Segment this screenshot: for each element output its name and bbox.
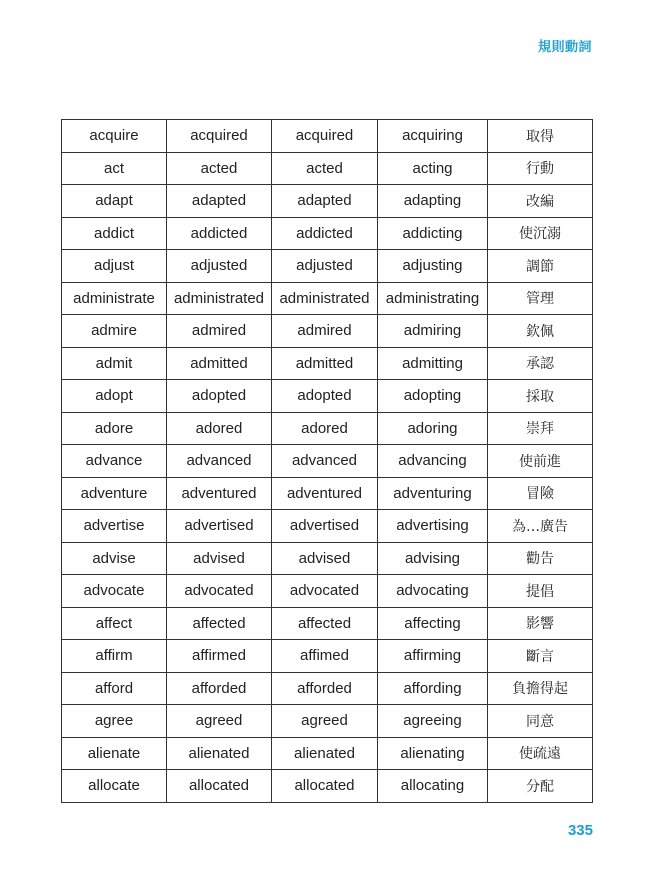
cell-past-participle: adored [272,412,378,445]
cell-present-participle: addicting [378,217,488,250]
cell-chinese-meaning: 斷言 [488,640,593,673]
verb-conjugation-table [61,119,593,803]
cell-base-form: affirm [62,640,167,673]
cell-past-tense: acquired [167,120,272,153]
cell-chinese-meaning: 改編 [488,185,593,218]
cell-chinese-meaning: 使沉溺 [488,217,593,250]
cell-present-participle: admiring [378,315,488,348]
cell-past-tense: affirmed [167,640,272,673]
cell-chinese-meaning: 同意 [488,705,593,738]
cell-past-participle: advertised [272,510,378,543]
cell-past-participle: acted [272,152,378,185]
cell-present-participle: adopting [378,380,488,413]
cell-chinese-meaning: 影響 [488,607,593,640]
cell-present-participle: affording [378,672,488,705]
cell-past-tense: administrated [167,282,272,315]
cell-chinese-meaning: 冒險 [488,477,593,510]
table-row [62,542,593,575]
cell-chinese-meaning: 採取 [488,380,593,413]
cell-past-tense: alienated [167,737,272,770]
cell-past-participle: adjusted [272,250,378,283]
section-title: 規則動詞 [537,40,592,55]
page-number: 335 [567,822,593,839]
cell-past-tense: adjusted [167,250,272,283]
table-row [62,737,593,770]
cell-past-tense: agreed [167,705,272,738]
cell-past-participle: advised [272,542,378,575]
cell-chinese-meaning: 承認 [488,347,593,380]
cell-present-participle: adjusting [378,250,488,283]
cell-chinese-meaning: 勸告 [488,542,593,575]
cell-past-tense: adventured [167,477,272,510]
cell-past-tense: adopted [167,380,272,413]
table-row [62,640,593,673]
cell-present-participle: advancing [378,445,488,478]
table-row [62,152,593,185]
cell-base-form: admit [62,347,167,380]
cell-chinese-meaning: 取得 [488,120,593,153]
verb-table-body [62,120,593,803]
cell-present-participle: alienating [378,737,488,770]
cell-base-form: adore [62,412,167,445]
cell-past-participle: addicted [272,217,378,250]
table-row [62,315,593,348]
cell-present-participle: acting [378,152,488,185]
cell-base-form: adopt [62,380,167,413]
cell-past-participle: admired [272,315,378,348]
cell-past-participle: acquired [272,120,378,153]
table-row [62,672,593,705]
cell-past-participle: adapted [272,185,378,218]
cell-chinese-meaning: 管理 [488,282,593,315]
cell-past-tense: allocated [167,770,272,803]
cell-base-form: admire [62,315,167,348]
cell-past-participle: adventured [272,477,378,510]
cell-present-participle: acquiring [378,120,488,153]
cell-base-form: addict [62,217,167,250]
cell-base-form: adventure [62,477,167,510]
table-row [62,607,593,640]
cell-past-tense: adored [167,412,272,445]
table-row [62,120,593,153]
cell-past-tense: affected [167,607,272,640]
table-row [62,477,593,510]
cell-base-form: allocate [62,770,167,803]
cell-past-participle: affimed [272,640,378,673]
cell-past-tense: admitted [167,347,272,380]
table-row [62,510,593,543]
cell-chinese-meaning: 為…廣告 [488,510,593,543]
table-row [62,412,593,445]
cell-present-participle: admitting [378,347,488,380]
cell-base-form: act [62,152,167,185]
table-row [62,575,593,608]
cell-base-form: advertise [62,510,167,543]
cell-chinese-meaning: 提倡 [488,575,593,608]
table-row [62,705,593,738]
cell-past-tense: advocated [167,575,272,608]
cell-chinese-meaning: 行動 [488,152,593,185]
cell-past-participle: administrated [272,282,378,315]
cell-present-participle: adapting [378,185,488,218]
cell-base-form: agree [62,705,167,738]
cell-present-participle: affecting [378,607,488,640]
cell-past-tense: afforded [167,672,272,705]
cell-past-tense: advanced [167,445,272,478]
cell-base-form: affect [62,607,167,640]
cell-past-participle: advocated [272,575,378,608]
cell-base-form: afford [62,672,167,705]
cell-present-participle: advising [378,542,488,575]
cell-base-form: advance [62,445,167,478]
cell-past-participle: affected [272,607,378,640]
table-row [62,250,593,283]
cell-chinese-meaning: 欽佩 [488,315,593,348]
cell-present-participle: advocating [378,575,488,608]
cell-past-tense: acted [167,152,272,185]
table-row [62,770,593,803]
cell-past-participle: afforded [272,672,378,705]
table-row [62,282,593,315]
cell-past-participle: adopted [272,380,378,413]
cell-chinese-meaning: 使前進 [488,445,593,478]
cell-chinese-meaning: 負擔得起 [488,672,593,705]
table-row [62,380,593,413]
cell-base-form: administrate [62,282,167,315]
cell-past-participle: advanced [272,445,378,478]
cell-chinese-meaning: 調節 [488,250,593,283]
cell-past-tense: advised [167,542,272,575]
cell-past-tense: adapted [167,185,272,218]
cell-past-participle: agreed [272,705,378,738]
cell-present-participle: affirming [378,640,488,673]
cell-past-tense: advertised [167,510,272,543]
cell-chinese-meaning: 使疏遠 [488,737,593,770]
cell-present-participle: administrating [378,282,488,315]
cell-chinese-meaning: 分配 [488,770,593,803]
cell-present-participle: advertising [378,510,488,543]
cell-past-participle: allocated [272,770,378,803]
cell-base-form: adapt [62,185,167,218]
table-row [62,445,593,478]
cell-present-participle: adventuring [378,477,488,510]
cell-base-form: adjust [62,250,167,283]
table-row [62,185,593,218]
cell-base-form: acquire [62,120,167,153]
cell-past-participle: alienated [272,737,378,770]
cell-chinese-meaning: 崇拜 [488,412,593,445]
cell-present-participle: allocating [378,770,488,803]
cell-past-tense: admired [167,315,272,348]
cell-present-participle: agreeing [378,705,488,738]
cell-past-tense: addicted [167,217,272,250]
cell-present-participle: adoring [378,412,488,445]
cell-base-form: alienate [62,737,167,770]
cell-past-participle: admitted [272,347,378,380]
cell-base-form: advise [62,542,167,575]
table-row [62,217,593,250]
table-row [62,347,593,380]
cell-base-form: advocate [62,575,167,608]
